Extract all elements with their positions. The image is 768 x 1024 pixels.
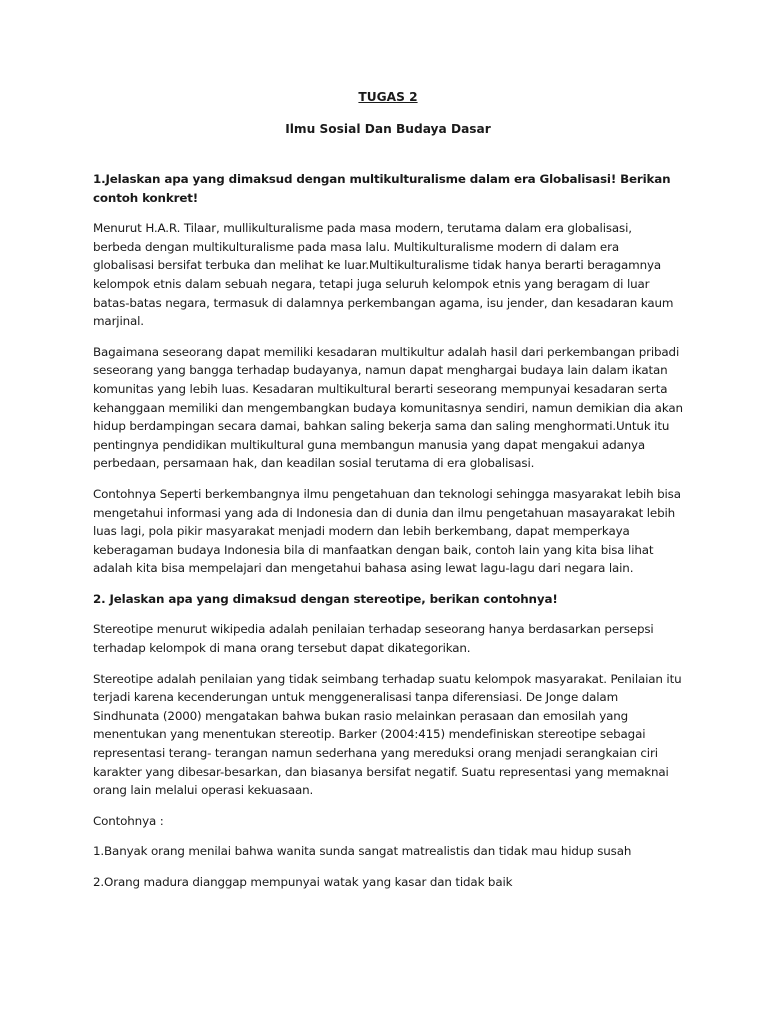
- page-subtitle: Ilmu Sosial Dan Budaya Dasar: [285, 122, 491, 136]
- answer-2-paragraph-1: Stereotipe menurut wikipedia adalah penilaian terhadap seseorang hanya berdasarkan persepsi terhadap kelompok di mana orang tersebut dapat dikategorikan.: [93, 622, 654, 656]
- examples-label: Contohnya :: [93, 813, 164, 828]
- page-title: TUGAS 2: [358, 90, 418, 104]
- question-2: 2. Jelaskan apa yang dimaksud dengan stereotipe, berikan contohnya!: [93, 591, 558, 606]
- document-page: [93, 88, 683, 892]
- answer-1-paragraph-1: Menurut H.A.R. Tilaar, mullikulturalisme pada masa modern, terutama dalam era globalisasi, berbeda dengan multikulturalisme pada masa lalu. Multikulturalisme modern di dalam era globalisasi bersifat terbuka dan melihat ke luar.Multikulturalisme tidak hanya berarti beragamnya kelompok etnis dalam sebuah negara, tetapi juga seluruh kelompok etnis yang beragam di luar batas-batas negara, termasuk di dalamnya perkembangan agama, isu jender, dan kesadaran kaum marjinal.: [93, 221, 674, 329]
- answer-2-paragraph-2: Stereotipe adalah penilaian yang tidak seimbang terhadap suatu kelompok masyarakat. Penilaian itu terjadi karena kecenderungan untuk menggeneralisasi tanpa diferensiasi. De Jonge dalam Sindhunata (2000) mengatakan bahwa bukan rasio melainkan perasaan dan emosilah yang menentukan yang menentukan stereotip. Barker (2004:415) mendefiniskan stereotipe sebagai representasi terang- terangan namun sederhana yang mereduksi orang menjadi serangkaian ciri karakter yang dibesar-besarkan, dan biasanya bersifat negatif. Suatu representasi yang memaknai orang lain melalui operasi kekuasaan.: [93, 671, 682, 798]
- answer-1-paragraph-3: Contohnya Seperti berkembangnya ilmu pengetahuan dan teknologi sehingga masyarakat lebih bisa mengetahui informasi yang ada di Indonesia dan di dunia dan ilmu pengetahuan masayarakat lebih luas lagi, pola pikir masyarakat menjadi modern dan lebih berkembang, dapat memperkaya keberagaman budaya Indonesia bila di manfaatkan dengan baik, contoh lain yang kita bisa lihat adalah kita bisa mempelajari dan mengetahui bahasa asing lewat lagu-lagu dari negara lain.: [93, 486, 681, 576]
- question-1: 1.Jelaskan apa yang dimaksud dengan multikulturalisme dalam era Globalisasi! Berikan contoh konkret!: [93, 172, 671, 205]
- example-1: 1.Banyak orang menilai bahwa wanita sunda sangat matrealistis dan tidak mau hidup susah: [93, 844, 632, 859]
- example-2: 2.Orang madura dianggap mempunyai watak yang kasar dan tidak baik: [93, 875, 513, 889]
- answer-1-paragraph-2: Bagaimana seseorang dapat memiliki kesadaran multikultur adalah hasil dari perkembangan pribadi seseorang yang bangga terhadap budayanya, namun dapat menghargai budaya lain dalam ikatan komunitas yang lebih luas. Kesadaran multikultural berarti seseorang mempunyai kesadaran serta kehanggaan memiliki dan mengembangkan budaya komunitasnya sendiri, namun demikian dia akan hidup berdampingan secara damai, bahkan saling bekerja sama dan saling menghormati.Untuk itu pentingnya pendidikan multikultural guna membangun manusia yang dapat mengakui adanya perbedaan, persamaan hak, dan keadilan sosial terutama di era globalisasi.: [93, 344, 683, 471]
